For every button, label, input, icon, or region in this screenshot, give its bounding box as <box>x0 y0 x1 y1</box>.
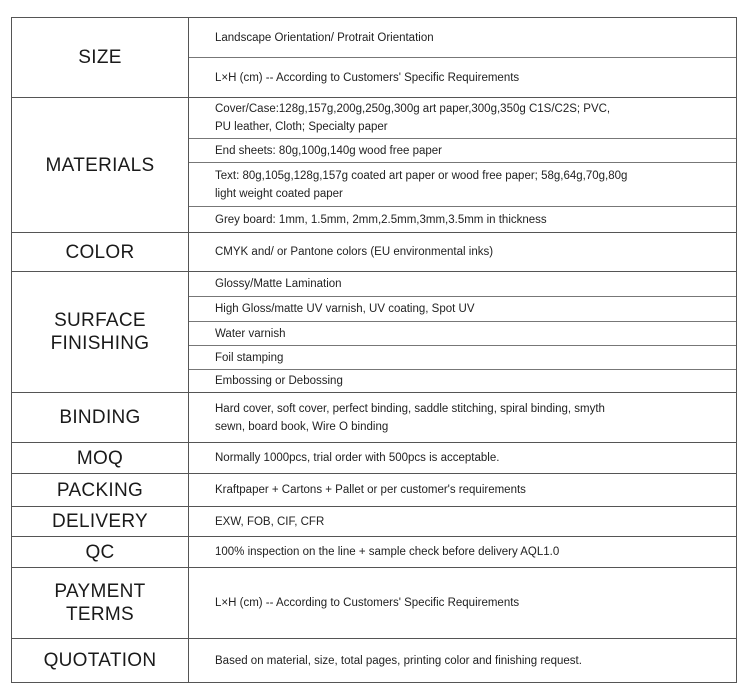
spec-row: Text: 80g,105g,128g,157g coated art paper or wood free paper; 58g,64g,70g,80g light weight coated paper <box>189 162 736 206</box>
section-label-text: BINDING <box>59 407 141 428</box>
section-binding <box>12 392 736 442</box>
spec-row: Landscape Orientation/ Protrait Orientation <box>215 31 434 44</box>
section-label-text: COLOR <box>65 241 135 263</box>
section-rows <box>189 568 736 638</box>
section-label <box>12 507 189 536</box>
section-packing <box>12 473 736 506</box>
section-payment-terms <box>12 567 736 638</box>
section-size <box>12 18 736 97</box>
section-rows <box>189 639 736 682</box>
spec-row: L×H (cm) -- According to Customers' Specific Requirements <box>215 597 520 609</box>
spec-row: Grey board: 1mm, 1.5mm, 2mm,2.5mm,3mm,3.5mm in thickness <box>189 206 736 232</box>
section-label <box>12 233 189 271</box>
spec-row: Glossy/Matte Lamination <box>215 278 342 290</box>
section-qc <box>12 536 736 567</box>
section-rows <box>189 393 736 442</box>
spec-row: EXW, FOB, CIF, CFR <box>215 515 325 528</box>
section-rows <box>189 507 736 536</box>
spec-table <box>11 17 737 683</box>
spec-row: Embossing or Debossing <box>189 369 736 392</box>
section-label-text: DELIVERY <box>51 511 149 532</box>
section-label <box>12 568 189 638</box>
spec-row: Foil stamping <box>189 345 736 369</box>
section-label-text: MOQ <box>76 447 124 469</box>
section-label <box>12 18 189 97</box>
section-rows <box>189 537 736 567</box>
spec-row: 100% inspection on the line + sample check before delivery AQL1.0 <box>215 546 560 558</box>
section-label <box>12 639 189 682</box>
section-label <box>12 537 189 567</box>
section-moq <box>12 442 736 473</box>
section-label-text: SURFACE FINISHING <box>50 310 150 354</box>
section-rows <box>189 272 736 392</box>
spec-row: Based on material, size, total pages, printing color and finishing request. <box>215 654 582 667</box>
spec-row: High Gloss/matte UV varnish, UV coating, Spot UV <box>189 296 736 321</box>
spec-row: L×H (cm) -- According to Customers' Specific Requirements <box>189 57 736 97</box>
section-quotation <box>12 638 736 682</box>
section-label <box>12 98 189 232</box>
section-label-text: MATERIALS <box>45 154 155 176</box>
section-color <box>12 232 736 271</box>
section-rows <box>189 233 736 271</box>
section-surface-finishing <box>12 271 736 392</box>
section-rows <box>189 443 736 473</box>
spec-row: Normally 1000pcs, trial order with 500pcs is acceptable. <box>215 452 500 464</box>
section-label-text: PAYMENT TERMS <box>54 581 146 625</box>
section-label <box>12 393 189 442</box>
spec-row: Cover/Case:128g,157g,200g,250g,300g art paper,300g,350g C1S/C2S; PVC, PU leather, Cloth; Specialty paper <box>215 103 611 133</box>
section-rows <box>189 98 736 232</box>
spec-row: Water varnish <box>189 321 736 345</box>
section-delivery <box>12 506 736 536</box>
section-rows <box>189 18 736 97</box>
section-label-text: QC <box>85 541 115 563</box>
section-rows <box>189 474 736 506</box>
spec-row: Hard cover, soft cover, perfect binding, saddle stitching, spiral binding, smyth sewn, board book, Wire O binding <box>215 402 605 433</box>
section-materials <box>12 97 736 232</box>
section-label-text: QUOTATION <box>43 650 157 671</box>
spec-row: End sheets: 80g,100g,140g wood free paper <box>189 138 736 162</box>
spec-row: CMYK and/ or Pantone colors (EU environmental inks) <box>215 246 494 258</box>
section-label <box>12 474 189 506</box>
section-label <box>12 272 189 392</box>
section-label-text: SIZE <box>78 47 122 68</box>
section-label <box>12 443 189 473</box>
section-label-text: PACKING <box>56 479 144 501</box>
spec-row: Kraftpaper + Cartons + Pallet or per customer's requirements <box>215 484 526 496</box>
